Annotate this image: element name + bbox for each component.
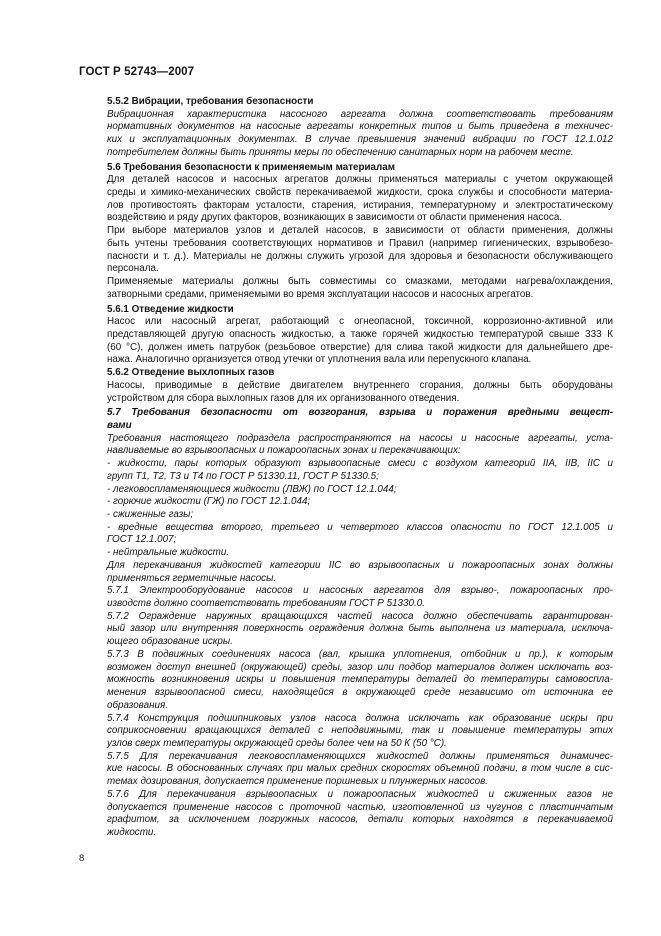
text-line: воздействию и ряду других факторов, возникающих в зависимости от области применения насоса. [107, 212, 563, 224]
text-line: устройством для сбора выхлопных газов для их организованного отведения. [107, 392, 460, 404]
paragraph [79, 649, 613, 713]
paragraph [79, 484, 613, 497]
text-line: допускается применение насосов с проточной частью, изготовленной из чугунов с пластинчатым [107, 801, 613, 813]
text-line: пасности и т. д.). Материалы не должны служить угрозой для здоровья и безопасности обслуживающего [107, 250, 613, 262]
text-line: лов противостоять факторам усталости, старения, истирания, температурному и электростатическому [107, 199, 613, 211]
paragraph [79, 611, 613, 649]
paragraph [79, 789, 613, 840]
text-line: 5.7.5 Для перекачивания легковоспламеняющихся жидкостей должны применяться динамичес- [107, 750, 613, 762]
paragraph [79, 433, 613, 458]
text-line: быть учтены требования соответствующих нормативов и Правил (например гигиенических, взрывобезо- [107, 237, 613, 249]
text-line: Насос или насосный агрегат, работающий с огнеопасной, токсичной, коррозионно-активной или [107, 316, 613, 328]
text-line: Насосы, приводимые в действие двигателем внутреннего сгорания, должны быть оборудованы [107, 379, 613, 391]
text-line: 5.6.2 Отведение выхлопных газов [107, 367, 275, 379]
text-line: 5.7.2 Ограждение наружных вращающихся частей насоса должно обеспечивать гарантирован- [107, 610, 613, 622]
text-line: ющего образование искры. [107, 636, 233, 648]
text-line: 5.6.1 Отведение жидкости [107, 303, 234, 315]
text-line: - вредные вещества второго, третьего и четвертого классов опасности по ГОСТ 12.1.005 и [107, 521, 613, 533]
paragraph [79, 496, 613, 509]
document-body [79, 96, 613, 840]
text-line: возможен доступ внешней (окружающей) среды, зазор или подбор материалов должен исключать воз- [107, 661, 613, 673]
paragraph [79, 560, 613, 585]
section-heading [79, 304, 613, 317]
text-line: Для перекачивания жидкостей категории IIC во взрывоопасных и пожароопасных зонах должны [107, 559, 613, 571]
paragraph [79, 458, 613, 483]
section-heading [79, 367, 613, 380]
text-line: - горючие жидкости (ГЖ) по ГОСТ 12.1.044; [107, 496, 311, 508]
paragraph [79, 585, 613, 610]
text-line: потребителем должны быть приняты меры по обеспечению санитарных норм на рабочем месте. [107, 146, 574, 158]
text-line: 5.7.1 Электрооборудование насосов и насосных агрегатов для взрыво-, пожароопасных про- [107, 585, 613, 597]
text-line: 5.7.4 Конструкция подшипниковых узлов насоса должна исключать как образование искры при [107, 712, 613, 724]
paragraph [79, 225, 613, 276]
text-line: 5.6 Требования безопасности к применяемым материалам [107, 161, 396, 173]
section-heading [79, 407, 613, 432]
text-line: кие насосы. В обоснованных случаях при малых средних скоростях объемной подачи, в том числе в сис- [107, 763, 613, 775]
text-line: - жидкости, пары которых образуют взрывоопасные смеси с воздухом категорий IIA, IIB, IIC и [107, 458, 613, 470]
text-line: групп Т1, Т2, Т3 и Т4 по ГОСТ Р 51330.11, ГОСТ Р 51330.5; [107, 470, 379, 482]
text-line: графитом, за исключением погружных насосов, детали которых находятся в перекачиваемой [107, 814, 613, 826]
text-line: - нейтральные жидкости. [107, 547, 230, 559]
text-line: 5.7 Требования безопасности от возгорания, взрыва и поражения вредными вещест- [107, 407, 613, 419]
text-line: ный зазор или внутренняя поверхность ограждения должна быть выполнена из материала, исключа- [107, 623, 613, 635]
text-line: изводств должно соответствовать требованиям ГОСТ Р 51330.0. [107, 598, 425, 610]
paragraph [79, 751, 613, 789]
text-line: затворными средами, применяемыми во время эксплуатации насосов и насосных агрегатов. [107, 288, 534, 300]
text-line: ких и эксплуатационных документах. В случае превышения значений вибрации по ГОСТ 12.1.012 [107, 134, 613, 146]
text-line: 5.5.2 Вибрации, требования безопасности [107, 96, 314, 107]
text-line: Требования настоящего подраздела распространяются на насосы и насосные агрегаты, уста- [107, 432, 613, 444]
text-line: образования. [107, 699, 168, 711]
text-line: среды и химико-механических свойств перекачиваемой жидкости, срока службы и способности материа- [107, 187, 613, 199]
paragraph [79, 174, 613, 225]
text-line: представляющей другую опасность жидкостью, а также горячей жидкостью температурой свыше 333 К [107, 328, 613, 340]
paragraph [79, 509, 613, 522]
text-line: - сжиженные газы; [107, 509, 194, 520]
paragraph [79, 276, 613, 301]
section-heading [79, 162, 613, 175]
text-line: нажа. Аналогично организуется отвод утечки от уплотнения вала или перепускного клапана. [107, 354, 532, 366]
text-line: 5.7.6 Для перекачивания взрывоопасных и пожароопасных жидкостей и сжиженных газов не [107, 788, 613, 800]
section-heading [79, 96, 613, 109]
paragraph [79, 316, 613, 367]
paragraph [79, 547, 613, 560]
page-number: 8 [79, 853, 85, 864]
paragraph [79, 713, 613, 751]
text-line: Применяемые материалы должны быть совместимы со смазками, методами нагрева/охлаждения, [107, 276, 613, 288]
text-line: - легковоспламеняющиеся жидкости (ЛВЖ) по ГОСТ 12.1.044; [107, 483, 397, 495]
text-line: можность возникновения искры и повышения температуры деталей до температуры самовоспла- [107, 674, 613, 686]
text-line: жидкости. [107, 826, 157, 838]
paragraph [79, 109, 613, 160]
paragraph [79, 380, 613, 405]
text-line: соприкосновении вращающихся деталей с неподвижными, так и повышение температуры этих [107, 725, 613, 737]
text-line: применяться герметичные насосы. [107, 572, 277, 584]
text-line: менения взрывоопасной смеси, находящейся в окружающей среде независимо от источника ее [107, 687, 613, 699]
text-line: вами [107, 419, 132, 431]
text-line: темах дозирования, допускается применение поршневых и плунжерных насосов. [107, 776, 488, 788]
text-line: навливаемые во взрывоопасных и пожароопасных зонах и перекачивающих: [107, 445, 461, 457]
standard-header: ГОСТ Р 52743—2007 [79, 66, 195, 78]
text-line: узлов сверх температуры окружающей среды более чем на 50 К (50 °С). [107, 737, 447, 749]
text-line: 5.7.3 В подвижных соединениях насоса (вал, крышка уплотнения, отбойник и пр.), к которым [107, 648, 613, 660]
text-line: нормативных документов на насосные агрегаты конкретных типов и быть приведена в техничес- [107, 121, 613, 133]
paragraph [79, 522, 613, 547]
text-line: Вибрационная характеристика насосного агрегата должна соответствовать требованиям [107, 108, 613, 120]
text-line: При выборе материалов узлов и деталей насосов, в зависимости от области применения, должны [107, 225, 613, 237]
text-line: персонала. [107, 263, 159, 275]
text-line: Для деталей насосов и насосных агрегатов должны применяться материалы с учетом окружающей [107, 174, 613, 186]
text-line: (60 °С), должен иметь патрубок (резьбовое отверстие) для слива такой жидкости для дальнейшего дре- [107, 341, 613, 353]
text-line: ГОСТ 12.1.007; [107, 534, 177, 546]
